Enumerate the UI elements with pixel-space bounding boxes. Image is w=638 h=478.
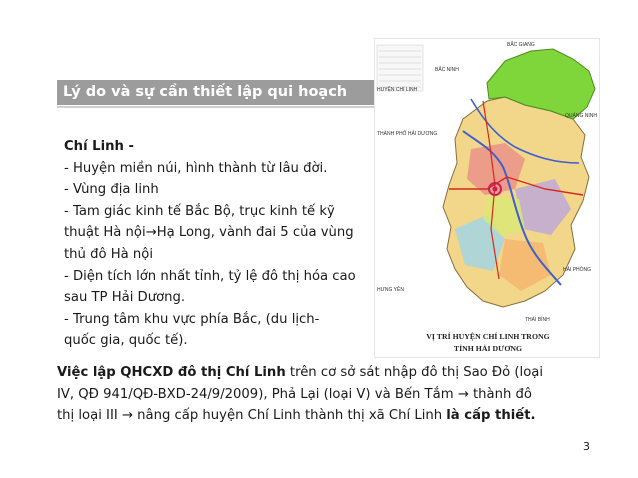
left-heading: Chí Linh - [64,139,134,154]
province-map [374,38,600,358]
map-label-hung-yen: HƯNG YÊN [377,287,404,293]
left-line: - Diện tích lớn nhất tỉnh, tỷ lệ đô thị hóa cao [64,268,356,284]
left-line: - Vùng địa linh [64,182,159,198]
map-label-hai-phong: HẢI PHÒNG [563,267,592,273]
page-number: 3 [583,440,590,453]
map-label-quang-ninh: QUẢNG NINH [565,113,597,119]
arrow-icon: → [121,408,133,424]
map-label-thai-binh: THÁI BÌNH [525,317,550,323]
city-marker [493,187,498,192]
arrow-icon: → [457,386,469,402]
left-line: - Tam giác kinh tế Bắc Bộ, trục kinh tế kỹ [64,203,335,219]
left-line-arrow [64,222,369,244]
map-caption-line2: TỈNH HẢI DƯƠNG [453,344,523,353]
bottom-text: IV, QĐ 941/QĐ-BXD-24/9/2009), Phả Lại (loại V) và Bến Tắm [57,386,458,402]
map-legend-table [377,45,423,91]
left-line: quốc gia, quốc tế). [64,333,188,349]
bottom-text: thị loại III [57,408,122,424]
bottom-bold: Việc lập QHCXD đô thị Chí Linh [57,365,286,380]
left-line: sau TP Hải Dương. [64,290,186,306]
map-svg [375,39,600,358]
title-divider [57,106,375,108]
map-label-thanh-pho: THÀNH PHỐ HẢI DƯƠNG [377,131,438,137]
bottom-line-1 [57,362,597,384]
bottom-text: thành đô [468,386,532,402]
bottom-line-3 [57,405,597,427]
bottom-line-2 [57,384,597,406]
map-label-bac-giang: BẮC GIANG [507,42,535,48]
bottom-text-block [57,362,597,427]
left-text-block [64,136,369,352]
bottom-bold: là cấp thiết. [446,408,536,424]
left-line-part: thuật Hà nội [64,225,146,241]
left-line: - Trung tâm khu vực phía Bắc, (du lịch- [64,311,320,327]
map-caption-line1: VỊ TRÍ HUYỆN CHÍ LINH TRONG [426,332,550,341]
slide-title: Lý do và sự cần thiết lập qui hoạch [57,80,375,105]
bottom-text: trên cơ sở sát nhập đô thị Sao Đỏ (loại [285,365,544,380]
map-label-huyen-chi-linh: HUYỆN CHÍ LINH [377,87,418,93]
map-label-bac-ninh: BẮC NINH [435,67,459,73]
left-line: thủ đô Hà nội [64,246,153,262]
left-line-part: Hạ Long, vành đai 5 của vùng [156,225,354,241]
left-line: - Huyện miền núi, hình thành từ lâu đời. [64,160,328,176]
arrow-icon: → [145,225,157,241]
bottom-text: nâng cấp huyện Chí Linh thành thị xã Chí Linh [132,408,447,424]
